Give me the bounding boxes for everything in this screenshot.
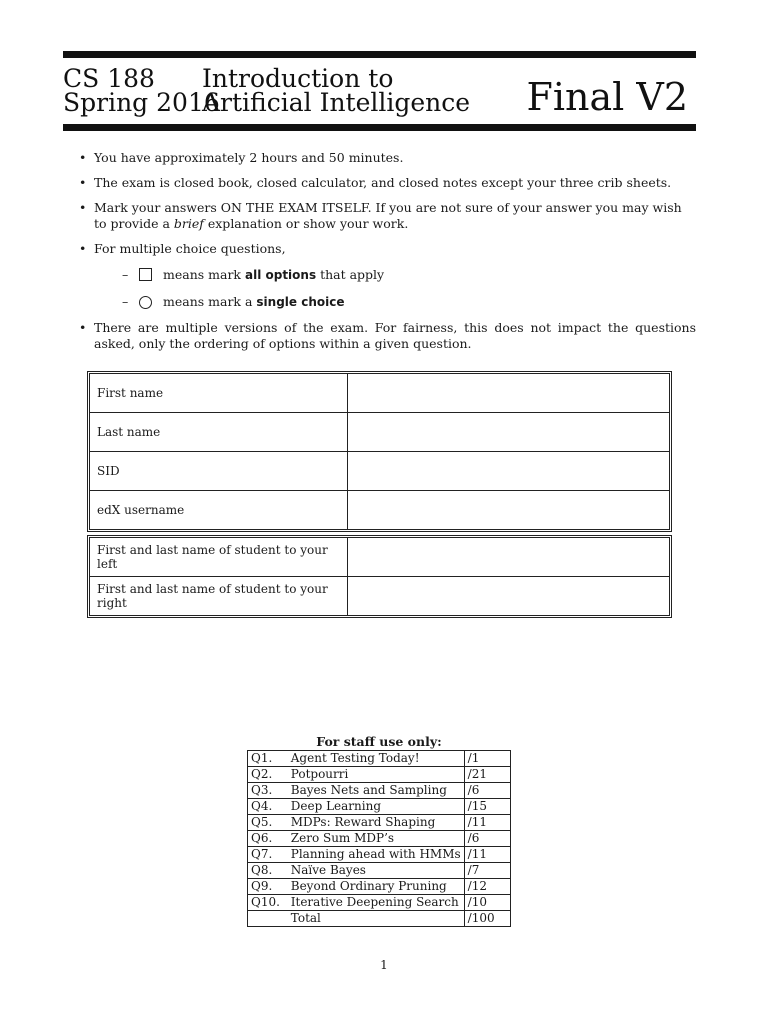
right-neighbor-field[interactable]: [348, 577, 670, 616]
checkbox-legend: – means mark all options that apply: [122, 267, 385, 282]
mark-answers-text: Mark your answers ON THE EXAM ITSELF. If you are not sure of your answer you may wish to provide a: [94, 200, 682, 231]
question-points: /11: [464, 815, 510, 831]
question-number: Q5.: [248, 815, 288, 831]
first-name-field[interactable]: [348, 374, 670, 413]
staff-table-row: [248, 767, 511, 783]
mark-answers-emphasis: brief: [173, 216, 204, 231]
question-points: /15: [464, 799, 510, 815]
staff-table-row: [248, 783, 511, 799]
question-name: MDPs: Reward Shaping: [288, 815, 464, 831]
radio-text: means mark a: [163, 294, 257, 309]
identity-label: Last name: [90, 413, 348, 452]
question-name: Iterative Deepening Search: [288, 895, 464, 911]
identity-table: [89, 373, 670, 530]
neighbor-row: [90, 577, 670, 616]
instruction-multiple-choice: [78, 241, 696, 311]
question-number: Q3.: [248, 783, 288, 799]
question-points: /6: [464, 783, 510, 799]
sid-field[interactable]: [348, 452, 670, 491]
staff-table-row: [248, 831, 511, 847]
identity-row: [90, 452, 670, 491]
course-title-line2: Artificial Intelligence: [202, 88, 471, 117]
checkbox-text-end: that apply: [316, 267, 385, 282]
edx-username-field[interactable]: [348, 491, 670, 530]
staff-table-row: [248, 799, 511, 815]
question-points: /10: [464, 895, 510, 911]
staff-table-row: [248, 911, 511, 927]
term: Spring 2016: [63, 88, 220, 117]
question-name: Beyond Ordinary Pruning: [288, 879, 464, 895]
question-name: Total: [288, 911, 464, 927]
question-number: Q6.: [248, 831, 288, 847]
neighbor-row: [90, 538, 670, 577]
instruction-versions: • There are multiple versions of the exam. For fairness, this does not impact the questions asked, only the ordering of options within a given question.: [78, 320, 696, 352]
question-name: Agent Testing Today!: [288, 751, 464, 767]
staff-table-row: [248, 863, 511, 879]
course-code: CS 188: [63, 64, 155, 93]
question-number: Q7.: [248, 847, 288, 863]
identity-label: SID: [90, 452, 348, 491]
question-number: Q9.: [248, 879, 288, 895]
checkbox-text: means mark: [163, 267, 245, 282]
question-number: Q10.: [248, 895, 288, 911]
question-number: [248, 911, 288, 927]
question-name: Potpourri: [288, 767, 464, 783]
neighbor-label: First and last name of student to your left: [90, 538, 348, 577]
radio-legend: – means mark a single choice: [122, 294, 345, 309]
question-name: Planning ahead with HMMs: [288, 847, 464, 863]
question-points: /21: [464, 767, 510, 783]
left-neighbor-field[interactable]: [348, 538, 670, 577]
staff-table-row: [248, 895, 511, 911]
checkbox-bold: all options: [244, 268, 317, 282]
identity-row: [90, 413, 670, 452]
question-points: /1: [464, 751, 510, 767]
question-name: Naïve Bayes: [288, 863, 464, 879]
question-number: Q1.: [248, 751, 288, 767]
staff-table-row: [248, 815, 511, 831]
question-points: /6: [464, 831, 510, 847]
staff-table-row: [248, 847, 511, 863]
instruction-mark-answers: [78, 200, 696, 232]
neighbor-label: First and last name of student to your right: [90, 577, 348, 616]
identity-row: [90, 374, 670, 413]
question-points: /12: [464, 879, 510, 895]
identity-row: [90, 491, 670, 530]
radio-circle-icon: [139, 296, 152, 309]
staff-table-row: [248, 751, 511, 767]
staff-score-table: [247, 750, 511, 927]
header-bottom-rule: [63, 124, 696, 131]
course-title-line1: Introduction to: [202, 64, 394, 93]
question-name: Zero Sum MDP’s: [288, 831, 464, 847]
exam-title: Final V2: [526, 75, 688, 119]
checkbox-icon: [139, 268, 152, 281]
question-number: Q4.: [248, 799, 288, 815]
staff-use-title: For staff use only:: [316, 734, 442, 749]
instruction-time: • You have approximately 2 hours and 50 minutes.: [78, 150, 696, 166]
question-number: Q8.: [248, 863, 288, 879]
question-name: Deep Learning: [288, 799, 464, 815]
neighbor-table: [89, 537, 670, 616]
radio-bold: single choice: [256, 295, 345, 309]
question-name: Bayes Nets and Sampling: [288, 783, 464, 799]
question-number: Q2.: [248, 767, 288, 783]
page-number: 1: [380, 958, 388, 972]
question-points: /100: [464, 911, 510, 927]
instructions-list: [78, 150, 696, 361]
instruction-closed-book: • The exam is closed book, closed calculator, and closed notes except your three crib sheets.: [78, 175, 696, 191]
mark-answers-text-end: explanation or show your work.: [203, 216, 409, 231]
staff-table-row: [248, 879, 511, 895]
last-name-field[interactable]: [348, 413, 670, 452]
identity-label: First name: [90, 374, 348, 413]
header-top-rule: [63, 51, 696, 58]
question-points: /7: [464, 863, 510, 879]
identity-label: edX username: [90, 491, 348, 530]
mc-intro: For multiple choice questions,: [94, 241, 286, 256]
question-points: /11: [464, 847, 510, 863]
